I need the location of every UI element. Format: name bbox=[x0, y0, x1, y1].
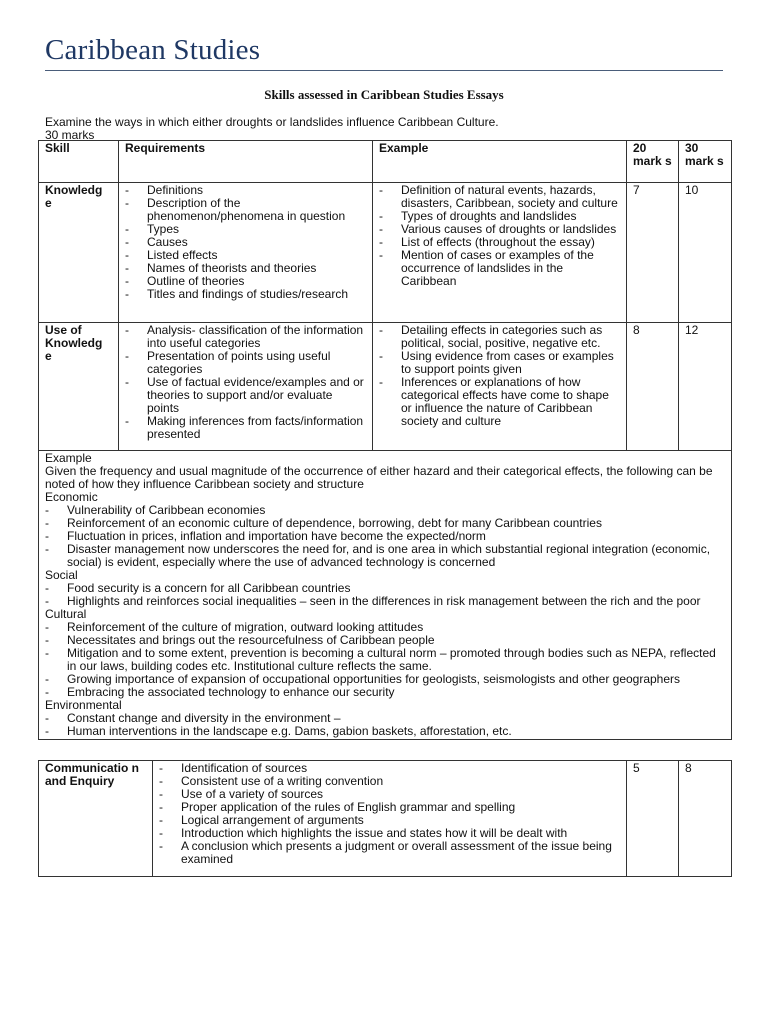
communication-table bbox=[38, 760, 732, 877]
list-item: - Types bbox=[125, 223, 366, 236]
list-item: - Human interventions in the landscape e.g. Dams, gabion baskets, afforestation, etc. bbox=[45, 725, 725, 738]
list-item: - Presentation of points using useful categories bbox=[125, 350, 366, 376]
knowledge-examples bbox=[373, 183, 627, 323]
example-section-list bbox=[45, 504, 725, 569]
list-item: - Necessitates and brings out the resourcefulness of Caribbean people bbox=[45, 634, 725, 647]
knowledge-20-marks: 7 bbox=[627, 183, 679, 323]
knowledge-30-marks: 10 bbox=[679, 183, 732, 323]
header-skill: Skill bbox=[39, 141, 119, 183]
list-item: - Use of factual evidence/examples and or theories to support and/or evaluate points bbox=[125, 376, 366, 415]
example-section-heading: Cultural bbox=[45, 607, 87, 621]
dash-list bbox=[125, 184, 366, 301]
example-section-heading: Social bbox=[45, 568, 78, 582]
example-section-list bbox=[45, 621, 725, 699]
use-of-knowledge-requirements bbox=[119, 323, 373, 451]
list-item: - Proper application of the rules of English grammar and spelling bbox=[159, 801, 620, 814]
list-item: - Outline of theories bbox=[125, 275, 366, 288]
list-item: - Use of a variety of sources bbox=[159, 788, 620, 801]
list-item: - Making inferences from facts/information presented bbox=[125, 415, 366, 441]
example-section-list bbox=[45, 582, 725, 608]
list-item: - Reinforcement of an economic culture of dependence, borrowing, debt for many Caribbean countries bbox=[45, 517, 725, 530]
communication-30-marks: 8 bbox=[679, 761, 732, 877]
dash-list bbox=[379, 324, 620, 428]
header-requirements: Requirements bbox=[119, 141, 373, 183]
list-item: - Names of theorists and theories bbox=[125, 262, 366, 275]
example-block bbox=[39, 451, 732, 740]
use-of-knowledge-20-marks: 8 bbox=[627, 323, 679, 451]
table-header-row bbox=[39, 141, 732, 183]
example-section-list bbox=[45, 712, 725, 738]
list-item: - Introduction which highlights the issue and states how it will be dealt with bbox=[159, 827, 620, 840]
list-item: - Reinforcement of the culture of migration, outward looking attitudes bbox=[45, 621, 725, 634]
use-of-knowledge-examples bbox=[373, 323, 627, 451]
dash-list bbox=[159, 762, 620, 866]
example-sections bbox=[45, 491, 725, 738]
list-item: - Titles and findings of studies/research bbox=[125, 288, 366, 301]
header-example: Example bbox=[373, 141, 627, 183]
example-intro: Given the frequency and usual magnitude of the occurrence of either hazard and their categorical effects, the following can be noted of how they influence Caribbean society and structure bbox=[45, 464, 713, 491]
list-item: - Constant change and diversity in the environment – bbox=[45, 712, 725, 725]
table-row-example bbox=[39, 451, 732, 740]
communication-20-marks: 5 bbox=[627, 761, 679, 877]
list-item: - Types of droughts and landslides bbox=[379, 210, 620, 223]
list-item: - Consistent use of a writing convention bbox=[159, 775, 620, 788]
document-title: Caribbean Studies bbox=[45, 34, 261, 66]
list-item: - Embracing the associated technology to enhance our security bbox=[45, 686, 725, 699]
communication-requirements bbox=[153, 761, 627, 877]
list-item: - Detailing effects in categories such as political, social, positive, negative etc. bbox=[379, 324, 620, 350]
list-item: - Definitions bbox=[125, 184, 366, 197]
dash-list bbox=[379, 184, 620, 288]
list-item: - Using evidence from cases or examples to support points given bbox=[379, 350, 620, 376]
list-item: - Identification of sources bbox=[159, 762, 620, 775]
header-30-marks: 30 mark s bbox=[679, 141, 732, 183]
list-item: - Mention of cases or examples of the occurrence of landslides in the Caribbean bbox=[379, 249, 620, 288]
example-section-heading: Economic bbox=[45, 490, 98, 504]
list-item: - Listed effects bbox=[125, 249, 366, 262]
total-marks: 30 marks bbox=[45, 128, 95, 142]
table-row-use-of-knowledge bbox=[39, 323, 732, 451]
list-item: - Growing importance of expansion of occupational opportunities for geologists, seismologists and other geographers bbox=[45, 673, 725, 686]
table-row-communication bbox=[39, 761, 732, 877]
dash-list bbox=[125, 324, 366, 441]
list-item: - Definition of natural events, hazards, disasters, Caribbean, society and culture bbox=[379, 184, 620, 210]
example-label: Example bbox=[45, 451, 92, 465]
skill-communication: Communicatio n and Enquiry bbox=[39, 761, 153, 877]
list-item: - Disaster management now underscores the need for, and is one area in which substantial regional integration (economic, social) is evident, especially where the use of advanced technology is concerned bbox=[45, 543, 725, 569]
section-subheading: Skills assessed in Caribbean Studies Essays bbox=[264, 87, 504, 102]
table-row-knowledge bbox=[39, 183, 732, 323]
header-20-marks: 20 mark s bbox=[627, 141, 679, 183]
list-item: - Vulnerability of Caribbean economies bbox=[45, 504, 725, 517]
use-of-knowledge-30-marks: 12 bbox=[679, 323, 732, 451]
skills-table bbox=[38, 140, 732, 740]
list-item: - Fluctuation in prices, inflation and importation have become the expected/norm bbox=[45, 530, 725, 543]
list-item: - List of effects (throughout the essay) bbox=[379, 236, 620, 249]
list-item: - Mitigation and to some extent, prevention is becoming a cultural norm – promoted through bodies such as NEPA, reflected in our laws, building codes etc. Institutional culture reflects the same. bbox=[45, 647, 725, 673]
example-section-heading: Environmental bbox=[45, 698, 122, 712]
essay-question: Examine the ways in which either droughts or landslides influence Caribbean Culture. bbox=[45, 115, 499, 129]
skill-use-of-knowledge: Use of Knowledg e bbox=[39, 323, 119, 451]
list-item: - Inferences or explanations of how categorical effects have come to shape or influence the nature of Caribbean society and culture bbox=[379, 376, 620, 428]
list-item: - Description of the phenomenon/phenomena in question bbox=[125, 197, 366, 223]
list-item: - Highlights and reinforces social inequalities – seen in the differences in risk management between the rich and the poor bbox=[45, 595, 725, 608]
skill-knowledge: Knowledg e bbox=[39, 183, 119, 323]
knowledge-requirements bbox=[119, 183, 373, 323]
list-item: - Various causes of droughts or landslides bbox=[379, 223, 620, 236]
list-item: - Logical arrangement of arguments bbox=[159, 814, 620, 827]
list-item: - A conclusion which presents a judgment or overall assessment of the issue being examined bbox=[159, 840, 620, 866]
list-item: - Food security is a concern for all Caribbean countries bbox=[45, 582, 725, 595]
list-item: - Analysis- classification of the information into useful categories bbox=[125, 324, 366, 350]
title-divider bbox=[45, 70, 723, 71]
list-item: - Causes bbox=[125, 236, 366, 249]
